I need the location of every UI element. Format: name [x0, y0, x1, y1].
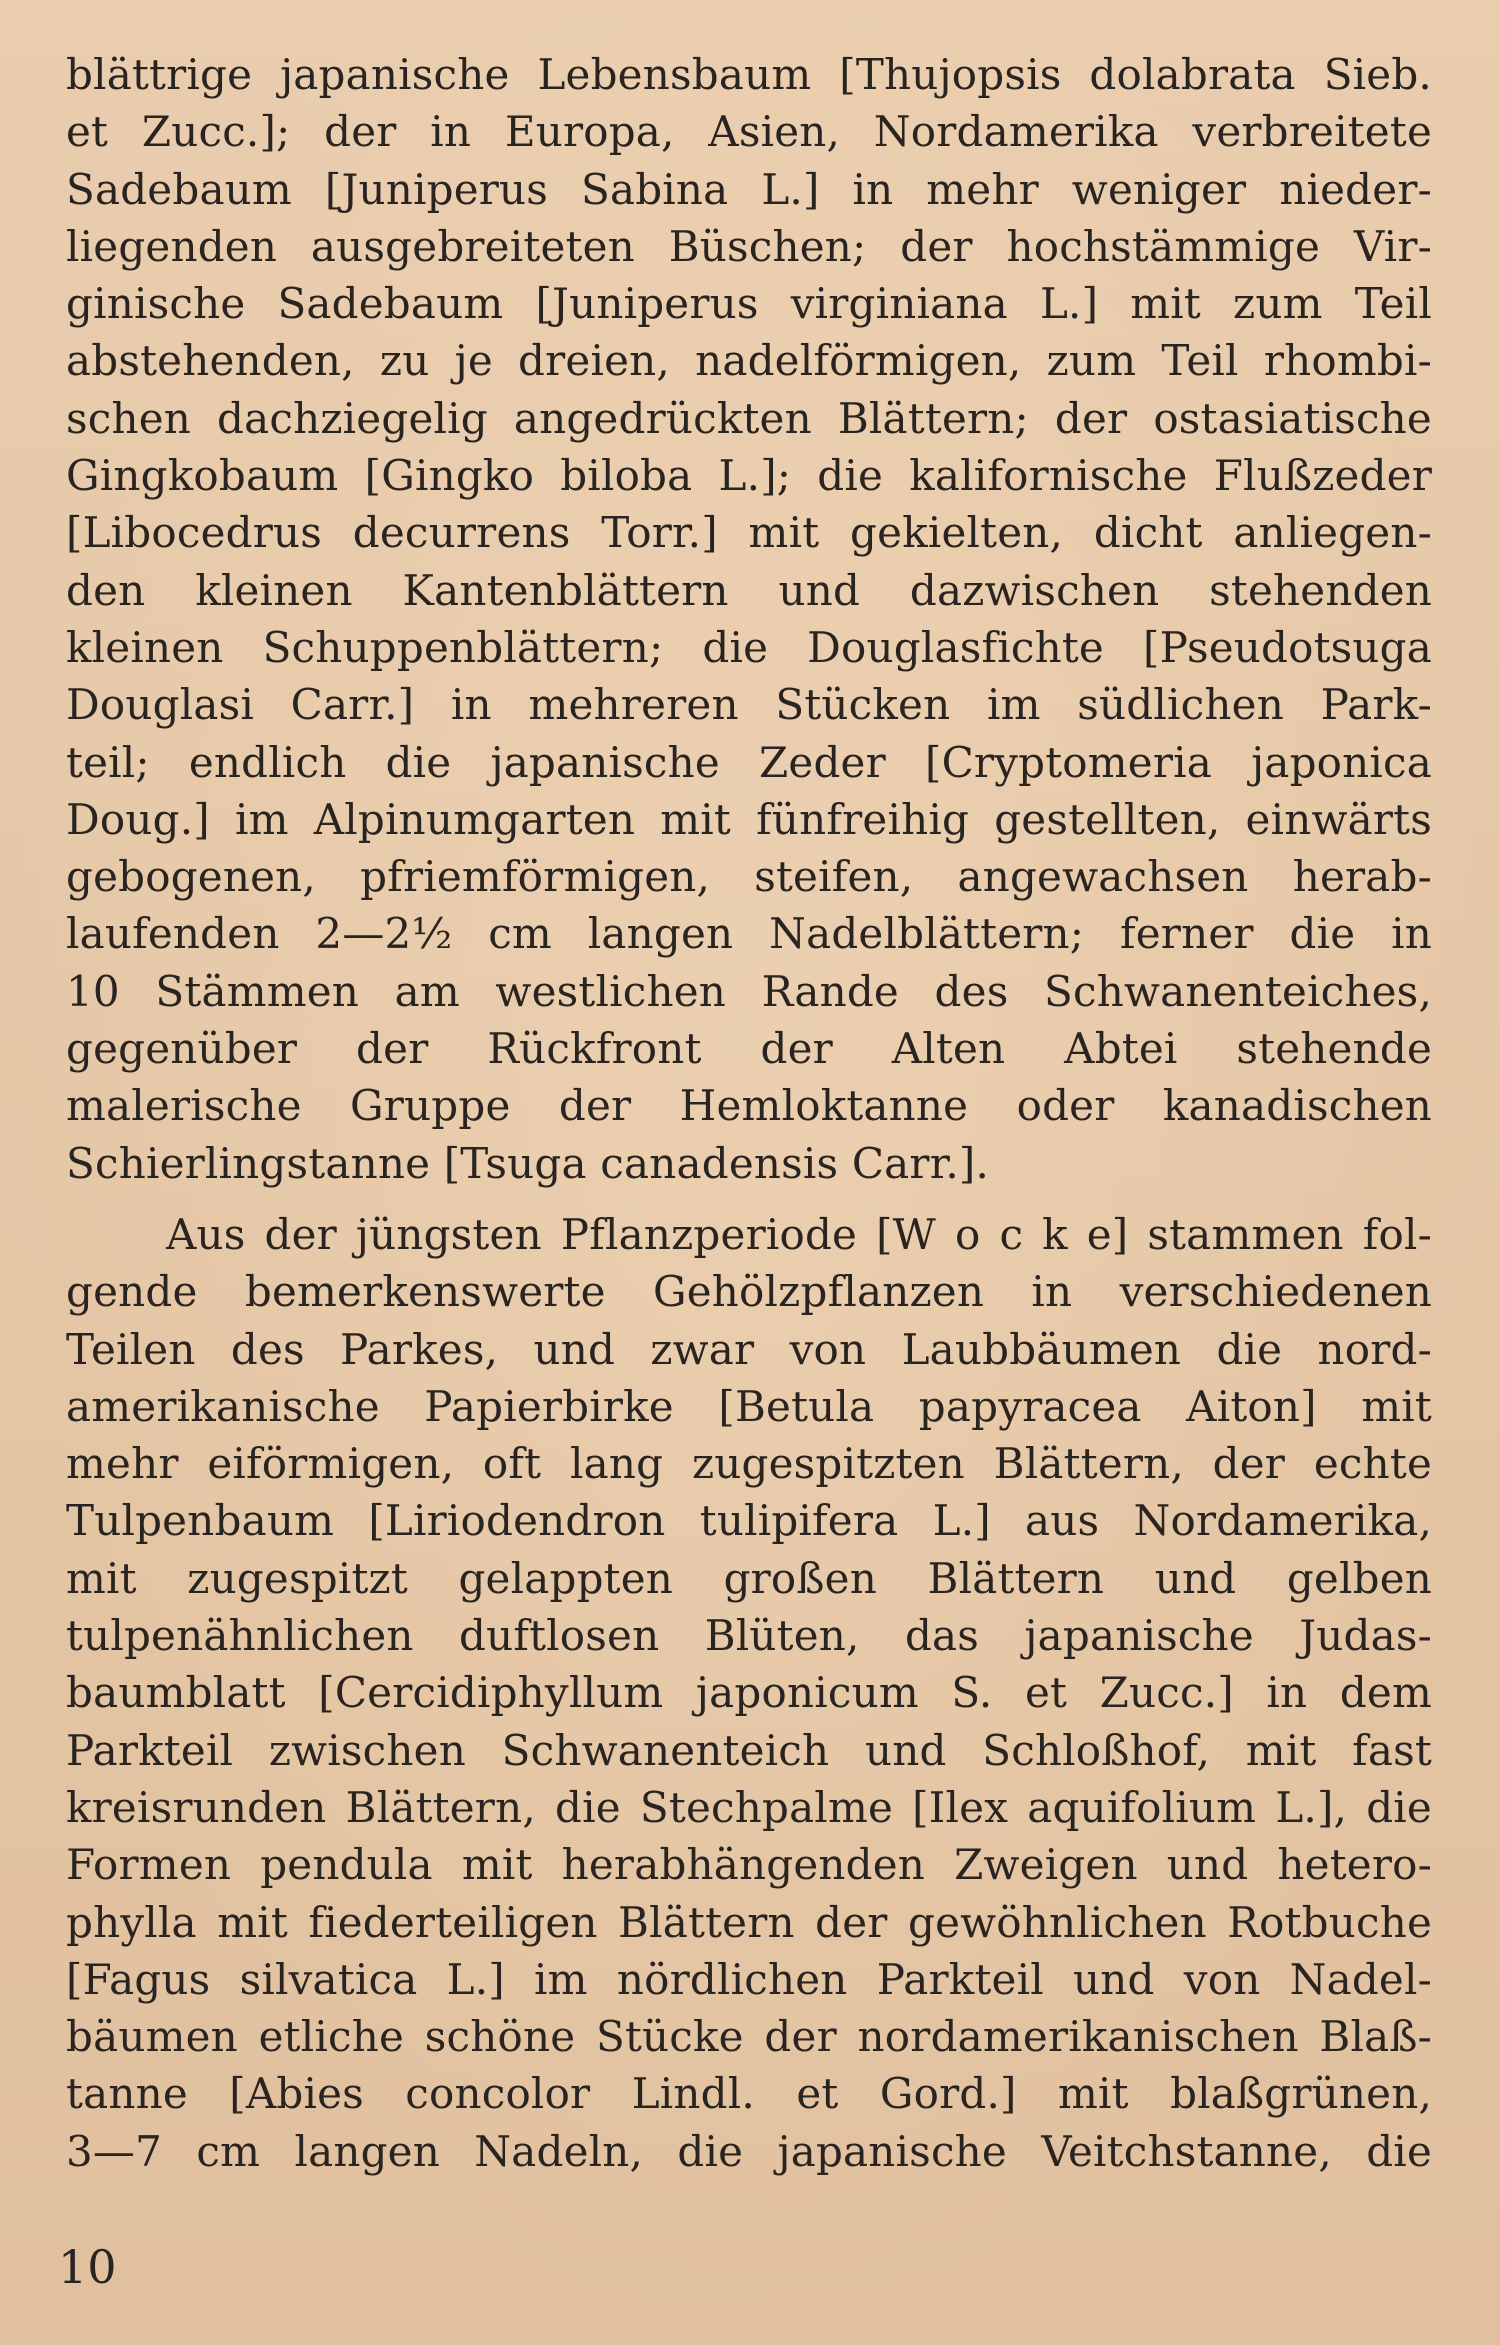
text-line: kreisrunden Blättern, die Stechpalme [Ilex aquifolium L.], die	[66, 1782, 1432, 1832]
text-line: [Fagus silvatica L.] im nördlichen Parkteil und von Nadel-	[66, 1954, 1432, 2004]
text-line: Tulpenbaum [Liriodendron tulipifera L.] aus Nordamerika,	[66, 1496, 1432, 1546]
text-line: Douglasi Carr.] in mehreren Stücken im südlichen Park-	[66, 680, 1432, 730]
text-line: Teilen des Parkes, und zwar von Laubbäumen die nord-	[66, 1324, 1432, 1374]
text-line: Formen pendula mit herabhängenden Zweigen und hetero-	[66, 1840, 1432, 1890]
text-line: et Zucc.]; der in Europa, Asien, Nordamerika verbreitete	[66, 107, 1432, 157]
text-line: kleinen Schuppenblättern; die Douglasfichte [Pseudotsuga	[66, 622, 1432, 672]
text-line: 3—7 cm langen Nadeln, die japanische Veitchstanne, die	[66, 2126, 1432, 2176]
text-line: baumblatt [Cercidiphyllum japonicum S. et Zucc.] in dem	[66, 1668, 1432, 1718]
text-line: gende bemerkenswerte Gehölzpflanzen in verschiedenen	[66, 1267, 1432, 1317]
text-line: tulpenähnlichen duftlosen Blüten, das japanische Judas-	[66, 1611, 1432, 1661]
text-line: liegenden ausgebreiteten Büschen; der hochstämmige Vir-	[66, 221, 1432, 271]
text-line: phylla mit fiederteiligen Blättern der gewöhnlichen Rotbuche	[66, 1897, 1432, 1947]
text-line: gegenüber der Rückfront der Alten Abtei stehende	[66, 1024, 1432, 1074]
text-line: Gingkobaum [Gingko biloba L.]; die kalifornische Flußzeder	[66, 451, 1432, 501]
text-line: mit zugespitzt gelappten großen Blättern und gelben	[66, 1553, 1432, 1603]
text-line: [Libocedrus decurrens Torr.] mit gekielten, dicht anliegen-	[66, 508, 1432, 558]
text-line: laufenden 2—2½ cm langen Nadelblättern; ferner die in	[66, 909, 1432, 959]
text-line: blättrige japanische Lebensbaum [Thujopsis dolabrata Sieb.	[66, 50, 1432, 99]
text-line: Parkteil zwischen Schwanenteich und Schloßhof, mit fast	[66, 1725, 1432, 1775]
paragraph-gap	[66, 1192, 1432, 1206]
text-line: Sadebaum [Juniperus Sabina L.] in mehr weniger nieder-	[66, 164, 1432, 214]
text-line: schen dachziegelig angedrückten Blättern; der ostasiatische	[66, 393, 1432, 443]
text-line: bäumen etliche schöne Stücke der nordamerikanischen Blaß-	[66, 2012, 1432, 2062]
text-line: gebogenen, pfriemförmigen, steifen, angewachsen herab-	[66, 852, 1432, 902]
text-line: 10 Stämmen am westlichen Rande des Schwanenteiches,	[66, 966, 1432, 1016]
text-line: Doug.] im Alpinumgarten mit fünfreihig gestellten, einwärts	[66, 794, 1432, 844]
text-line: mehr eiförmigen, oft lang zugespitzten Blättern, der echte	[66, 1439, 1432, 1489]
text-line: ginische Sadebaum [Juniperus virginiana L.] mit zum Teil	[66, 279, 1432, 329]
body-text	[66, 46, 1432, 2180]
text-line: abstehenden, zu je dreien, nadelförmigen, zum Teil rhombi-	[66, 336, 1432, 386]
text-line: den kleinen Kantenblättern und dazwischen stehenden	[66, 565, 1432, 615]
text-line: Schierlingstanne [Tsuga canadensis Carr.].	[66, 1138, 990, 1188]
text-line: tanne [Abies concolor Lindl. et Gord.] mit blaßgrünen,	[66, 2069, 1432, 2119]
page-number: 10	[58, 2240, 117, 2294]
text-line: malerische Gruppe der Hemloktanne oder kanadischen	[66, 1081, 1432, 1131]
text-line: teil; endlich die japanische Zeder [Cryptomeria japonica	[66, 737, 1432, 787]
text-line: Aus der jüngsten Pflanzperiode [W o c k e] stammen fol-	[166, 1209, 1432, 1259]
text-line: amerikanische Papierbirke [Betula papyracea Aiton] mit	[66, 1381, 1432, 1431]
